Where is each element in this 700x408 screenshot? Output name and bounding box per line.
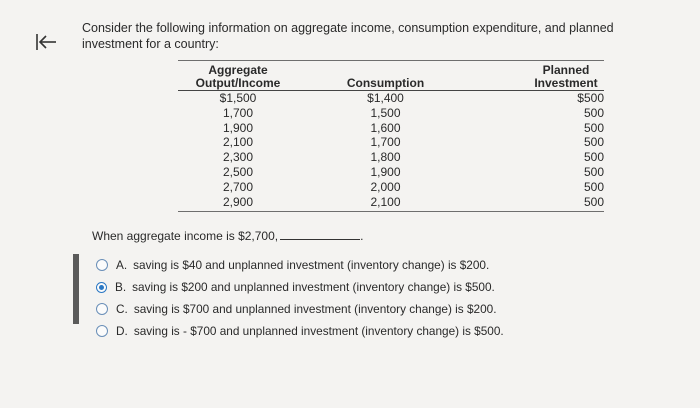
question-text: Consider the following information on aggregate income, consumption expenditure, and planned investment for a country: [82,21,614,51]
option-c-text: saving is $700 and unplanned investment (inventory change) is $200. [133,302,497,316]
cell-aggregate: 2,300 [222,150,254,165]
answer-blank [280,229,360,240]
table-row [178,150,604,165]
cell-aggregate: 2,100 [222,135,254,150]
cell-investment: 500 [583,164,604,179]
header-aggregate-line1: Aggregate [208,63,268,77]
option-d-letter: D. [116,324,128,338]
back-arrow-icon[interactable] [32,30,60,58]
header-investment-line1: Planned [542,63,590,77]
cell-investment: 500 [583,150,604,165]
cell-investment: 500 [583,179,604,194]
cell-consumption: 1,500 [370,105,401,120]
cell-consumption: 2,000 [370,179,401,194]
option-d[interactable] [96,320,504,342]
table-header-row [178,61,604,91]
cell-aggregate: 2,700 [222,179,254,194]
prompt-suffix: . [360,229,364,243]
cell-investment: $500 [577,91,604,105]
cell-consumption: 1,800 [370,150,401,165]
table-row [178,121,604,136]
header-investment [528,61,604,91]
radio-button-b[interactable] [96,282,107,293]
header-aggregate-line2: Output/Income [195,76,281,90]
table-row [178,195,604,212]
header-consumption: Consumption [346,76,425,90]
table-row [178,135,604,150]
radio-button-d[interactable] [96,325,108,337]
cell-aggregate: 2,500 [222,164,254,179]
cell-consumption: 2,100 [370,194,401,209]
option-c-letter: C. [116,302,128,316]
prompt [92,229,363,243]
table-row [178,180,604,195]
cell-investment: 500 [583,135,604,150]
option-a[interactable] [96,254,504,276]
header-investment-line2: Investment [534,76,598,90]
cell-aggregate: $1,500 [219,91,257,105]
answer-options [96,254,504,342]
cell-investment: 500 [583,194,604,209]
option-d-text: saving is - $700 and unplanned investment (inventory change) is $500. [133,324,504,338]
option-a-text: saving is $40 and unplanned investment (inventory change) is $200. [133,258,490,272]
option-b-letter: B. [115,280,127,294]
table-row [178,106,604,121]
option-c[interactable] [96,298,504,320]
table-row [178,165,604,180]
radio-button-c[interactable] [96,303,108,315]
table-bottom-rule [178,211,604,212]
header-aggregate [178,61,298,91]
cell-consumption: 1,700 [370,135,401,150]
cell-consumption: 1,900 [370,164,401,179]
cell-aggregate: 1,700 [222,105,254,120]
option-a-letter: A. [116,258,128,272]
radio-button-a[interactable] [96,259,108,271]
selection-indicator-bar [73,254,79,324]
cell-consumption: 1,600 [370,120,401,135]
prompt-text: When aggregate income is $2,700, [92,229,279,243]
option-b-text: saving is $200 and unplanned investment (inventory change) is $500. [132,280,495,294]
cell-aggregate: 2,900 [222,194,254,209]
data-table [178,60,604,212]
option-b[interactable] [96,276,504,298]
cell-investment: 500 [583,120,604,135]
cell-consumption: $1,400 [367,91,404,105]
cell-aggregate: 1,900 [222,120,254,135]
table-row [178,91,604,106]
cell-investment: 500 [583,105,604,120]
